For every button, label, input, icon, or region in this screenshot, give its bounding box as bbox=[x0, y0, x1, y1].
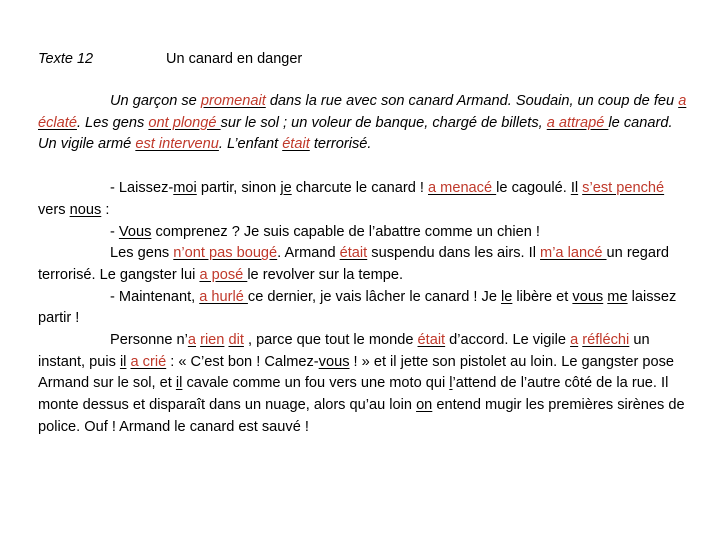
text-run: ce dernier, je vais lâcher le canard ! Je bbox=[247, 288, 502, 305]
underlined-pronoun: on bbox=[416, 397, 433, 414]
text-run: entend mugir les premières sirènes de police. Ouf ! Armand le canard est sauvé ! bbox=[38, 397, 685, 435]
underlined-pronoun: le bbox=[501, 288, 513, 305]
text-run: - Laissez- bbox=[110, 180, 174, 197]
highlighted-verb: ont plongé bbox=[148, 114, 221, 131]
text-run: sur le sol ; un voleur de banque, chargé de billets, bbox=[220, 114, 547, 131]
text-run: comprenez ? Je suis capable de l’abattre comme un chien ! bbox=[151, 223, 540, 240]
text-run: d’accord. Le vigile bbox=[445, 332, 571, 349]
highlighted-verb: a éclaté bbox=[38, 93, 687, 131]
highlighted-verb: s’est penché bbox=[582, 180, 665, 197]
highlighted-verb: rien bbox=[200, 332, 225, 349]
story-paragraph bbox=[38, 330, 688, 439]
text-run: , parce que tout le monde bbox=[243, 332, 418, 349]
underlined-pronoun: je bbox=[280, 180, 292, 197]
text-run: laissez partir ! bbox=[38, 288, 677, 327]
text-run: : « C’est bon ! Calmez- bbox=[166, 353, 319, 370]
text-run: libère et bbox=[512, 288, 573, 305]
underlined-pronoun: Il bbox=[570, 180, 579, 197]
highlighted-verb: promenait bbox=[200, 93, 266, 109]
underlined-pronoun: il bbox=[119, 353, 127, 370]
text-run: suspendu dans les airs. Il bbox=[367, 245, 541, 262]
text-run: ! » et il jette son pistolet au loin. Le gangster pose Armand sur le sol, et bbox=[38, 353, 675, 392]
highlighted-verb: est intervenu bbox=[135, 136, 219, 153]
underlined-pronoun: me bbox=[607, 288, 628, 305]
text-run: un instant, puis bbox=[38, 332, 650, 370]
highlighted-verb: a bbox=[187, 332, 197, 349]
underlined-pronoun: nous bbox=[69, 201, 102, 218]
text-run: le cagoulé. bbox=[496, 180, 571, 197]
highlighted-verb: était bbox=[282, 136, 310, 153]
highlighted-verb: a posé bbox=[199, 266, 248, 283]
text-run: terrorisé. bbox=[309, 136, 372, 153]
underlined-pronoun: l bbox=[449, 375, 453, 392]
story-paragraph bbox=[38, 243, 688, 286]
story-body bbox=[38, 91, 688, 439]
text-run: Personne n’ bbox=[110, 332, 188, 349]
text-run: . Les gens bbox=[76, 114, 149, 131]
highlighted-verb: réfléchi bbox=[582, 332, 630, 349]
text-run: charcute le canard ! bbox=[291, 180, 428, 197]
highlighted-verb: était bbox=[417, 332, 446, 349]
text-run: partir, sinon bbox=[196, 180, 281, 197]
highlighted-verb: n’ont pas bougé bbox=[173, 245, 278, 262]
highlighted-verb: dit bbox=[228, 332, 244, 349]
story-paragraph bbox=[38, 178, 688, 221]
text-run: vers bbox=[38, 201, 70, 218]
story-paragraph bbox=[38, 222, 688, 244]
highlighted-verb: m’a lancé bbox=[540, 245, 607, 262]
story-paragraph bbox=[38, 287, 688, 330]
highlighted-verb: a menacé bbox=[428, 180, 497, 197]
highlighted-verb: a crié bbox=[130, 353, 167, 370]
text-run: le revolver sur la tempe. bbox=[247, 266, 404, 283]
document-title: Un canard en danger bbox=[166, 51, 303, 67]
text-run: : bbox=[101, 201, 110, 218]
text-run: Un garçon se bbox=[110, 93, 201, 109]
story-paragraph bbox=[38, 91, 688, 156]
text-run: dans la rue avec son canard Armand. Soudain, un coup de feu bbox=[265, 93, 679, 109]
text-run: un regard terrorisé. Le gangster lui bbox=[38, 245, 670, 283]
document-header bbox=[38, 50, 303, 68]
highlighted-verb: a hurlé bbox=[199, 288, 248, 305]
text-run: - Maintenant, bbox=[110, 288, 200, 305]
paragraph-spacer bbox=[38, 156, 688, 178]
highlighted-verb: a attrapé bbox=[546, 114, 609, 131]
text-run: . Armand bbox=[277, 245, 340, 262]
text-run: cavale comme un fou vers une moto qui bbox=[182, 375, 450, 392]
text-run: - bbox=[110, 223, 119, 240]
text-run: le canard. Un vigile armé bbox=[38, 114, 673, 153]
highlighted-verb: a bbox=[570, 332, 579, 349]
underlined-pronoun: vous bbox=[318, 353, 350, 370]
underlined-pronoun: vous bbox=[572, 288, 604, 305]
underlined-pronoun: il bbox=[175, 375, 183, 392]
underlined-pronoun: Vous bbox=[118, 223, 152, 240]
text-run: . L’enfant bbox=[218, 136, 283, 153]
text-run: Les gens bbox=[110, 245, 174, 262]
highlighted-verb: était bbox=[339, 245, 368, 262]
text-number-label: Texte 12 bbox=[38, 51, 94, 67]
text-run: ’attend de l’autre côté de la rue. Il monte dessus et disparaît dans un nuage, alors qu’au loin bbox=[38, 375, 669, 414]
underlined-pronoun: moi bbox=[173, 180, 197, 197]
